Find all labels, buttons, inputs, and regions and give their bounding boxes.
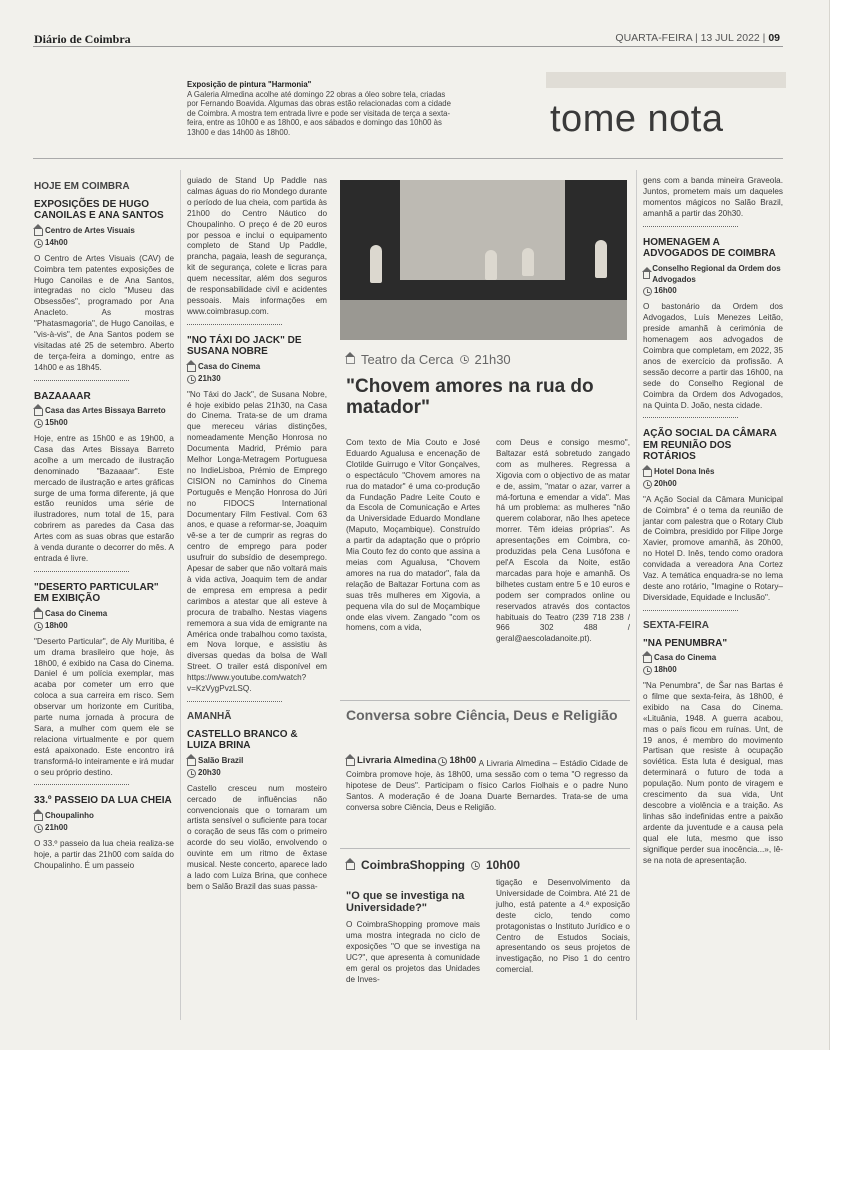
page-number: 09 [768,32,780,44]
venue-icon [187,365,196,372]
photo-figure [370,245,382,283]
divider [643,417,738,418]
event-text: Hoje, entre as 15h00 e as 19h00, a Casa das Artes Bissaya Barreto acolhe a um mercado de ilustração denominado "Bazaaaar". Este mercado de ilustração e artes gráficas surge de uma forma diferente, já que estão reunidos uma série de ilustradores, num total de 15, para cobrirem as paredes da Casa das Artes com as suas obras que estarão à venda durante o decorrer do mês. A entrada é livre. [34,434,174,563]
masthead-date: QUARTA-FEIRA | 13 JUL 2022 | [615,32,766,44]
section-heading: SEXTA-FEIRA [643,619,709,631]
intro-title: Exposição de pintura "Harmonia" [187,80,312,89]
event-time: 18h00 [45,620,68,630]
divider [187,324,282,325]
clock-icon [34,622,43,631]
section-heading: AMANHÃ [187,710,232,722]
event-heading: 33.º PASSEIO DA LUA CHEIA [34,795,172,807]
event-item [643,428,783,603]
intro-box [187,80,457,138]
clock-icon [187,769,196,778]
event-time: 20h00 [654,478,677,488]
feature-venue: Teatro da Cerca [361,352,454,367]
event-heading: "NO TÁXI DO JACK" DE SUSANA NOBRE [187,334,302,358]
event-text: "A Ação Social da Câmara Municipal de Coimbra" é o tema da reunião de jantar com palestra que o Rotary Club de Coimbra, presidido por Filipe Jorge Xavier, promove amanhã, às 20h00, no Hotel D. Inês, tendo como oradora convidada a vereadora Ana Cortez Vaz. A temática enquadra-se no lema deste ano rotário, "Imagine o Rotary–Diversidade, Equidade e Inclusão". [643,494,783,602]
divider [643,226,738,227]
event-time: 18h00 [654,665,677,675]
event-item [34,199,174,374]
column-rule [636,170,637,1020]
venue-icon [34,814,43,821]
event-heading: EXPOSIÇÕES DE HUGO CANOILAS E ANA SANTOS [34,198,164,222]
photo-figure [522,248,534,276]
shopping-time: 10h00 [486,858,521,872]
venue-icon [346,357,355,364]
event-time: 20h30 [198,767,221,777]
column-rule [180,170,181,1020]
venue-icon [643,470,652,477]
feature-title: "Chovem amores na rua do matador" [346,376,594,418]
event-item [34,391,174,565]
event-text: Castello cresceu num mosteiro cercado de influências não convencionais que o tornaram um artista sensível o suficiente para tocar o coração de seus fãs com o primeiro acorde do seu violão, envolvendo o ouvinte em um ritmo de êxtase musical. Neste concerto, aparece lado a lado com Luiza Brina, que conhece bem o Salão Brazil das suas passa- [187,783,327,891]
masthead-rule [33,46,783,47]
divider [187,701,282,702]
intro-text: A Galeria Almedina acolhe até domingo 22 obras a óleo sobre tela, criadas por Fernando Boavida. Algumas das obras estão relacionadas com a cidade de Coimbra. A mostra tem entrada livre e pode ser visitada de terça a sexta-feira, entre as 10h00 e as 18h00, e aos sábados e domingo das 10h00 às 13h00 e das 14h00 às 18h00. [187,89,451,137]
column-2 [187,176,327,897]
venue-icon [187,759,196,766]
photo-stage [340,300,627,340]
shopping-text-col-2: tigação e Desenvolvimento da Universidade de Coimbra. Até 21 de julho, está patente a 4.ª exposição deste ciclo, tendo como protagonistas o Instituto Jurídico e o Centro de Estudos Sociais, apresentando os seus projetos de investigação, no Piso 1 do centro comercial. [496,878,630,975]
shopping-text-col-1: O CoimbraShopping promove mais uma mostra integrada no ciclo de exposições "O que se investiga na UC?", que apresenta à comunidade em geral os projetos das Unidades de Inves- [346,920,480,984]
masthead-brand: Diário de Coimbra [34,32,131,46]
event-text: "Deserto Particular", de Aly Muritiba, é um drama brasileiro que hoje, às 18h00, é exibido na Casa do Cinema. Daniel é um polícia exemplar, mas acaba por cometer um erro que coloca a sua carreira em risco. Sem observar um horizonte em Curitiba, parte numa jornada à procura de Sara, a mulher com quem ele se relaciona virtualmente e por quem está apaixonado. Este encontro irá transformá-lo inteiramente e irá mudar o seu próprio destino. [34,636,174,777]
event-venue: Casa do Cinema [654,653,717,663]
event-item [34,582,174,779]
event-venue: Salão Brazil [198,755,244,765]
event-text: "Na Penumbra", de Šar nas Bartas é o filme que sexta-feira, às 18h00, é exibido na Casa do Cinema. «Lituânia, 1948. A guerra acabou, mas o país ficou em ruínas. Unt, de 19 anos, é membro do movimento Partisan que resiste à ocupação soviética. Esta luta é desigual, mas determinará o futuro de toda a população. Num ponto de viragem e crescimento da sua vida, Unt descobre a violência e a traição. As linhas são indefinidas entre a paixão ardente da juventude e a causa pela qual ele luta, mesmo que isso signifique perder sua inocência...», lê-se na nota de apresentação. [643,681,783,865]
event-heading: AÇÃO SOCIAL DA CÂMARA EM REUNIÃO DOS ROTÁRIOS [643,428,777,463]
conversa-block [346,756,628,813]
event-text: O Centro de Artes Visuais (CAV) de Coimbra tem patentes exposições de Hugo Canoilas e de Ana Santos, integradas no ciclo "Museu das Obsessões", programado por Ana Anacleto. As mostras "Phatasmagoria", de Hugo Canoilas, e "vis-à-vis", de Ana Santos podem se visitadas até 25 de setembro. Aberto de terça-feira a domingo, entre as 14h00 e as 18h45. [34,253,174,372]
divider [34,380,129,381]
section-heading: HOJE EM COIMBRA [34,181,130,192]
photo-backdrop [400,180,565,280]
clock-icon [34,419,43,428]
column-1 [34,176,174,876]
event-time: 21h30 [198,373,221,383]
clock-icon [34,239,43,248]
divider [34,571,129,572]
event-item [643,638,783,867]
divider [643,610,738,611]
event-heading: CASTELLO BRANCO & LUIZA BRINA [187,728,298,752]
shopping-title: "O que se investiga na Universidade?" [346,890,465,914]
divider [340,700,630,701]
event-time: 15h00 [45,418,68,428]
conversa-text: A Livraria Almedina – Estádio Cidade de Coimbra promove hoje, às 18h00, uma sessão com o tema "O regresso da hipotese de Deus". Participam o físico Carlos Fiolhais e o padre Nuno Santos. A moderação é de Joana Duarte Bernardes. Trata-se de uma conversa sobre Ciência, Deus e Religião. [346,758,628,812]
event-time: 21h00 [45,822,68,832]
clock-icon [460,355,469,364]
photo-figure [595,240,607,278]
shopping-meta [346,858,520,872]
clock-icon [643,480,652,489]
venue-icon [643,272,650,279]
event-text: O 33.º passeio da lua cheia realiza-se hoje, a partir das 21h00 com saída do Choupalinho. É um passeio [34,838,174,870]
venue-icon [34,409,43,416]
event-item [34,795,174,871]
top-rule [33,158,783,159]
event-time: 16h00 [654,286,677,296]
conversa-meta [346,756,476,767]
masthead-dateline [615,32,780,44]
theatre-photo [340,180,627,340]
event-item [643,237,783,412]
event-venue: Choupalinho [45,810,94,820]
section-banner-bar [546,72,786,88]
clock-icon [187,375,196,384]
divider [340,848,630,849]
clock-icon [34,824,43,833]
event-venue: Conselho Regional da Ordem dos Advogados [652,263,781,284]
venue-icon [346,863,355,870]
event-text: "No Táxi do Jack", de Susana Nobre, é hoje exibido pelas 21h30, na Casa do Cinema. Trata-se de um drama que mereceu várias distinções, nomeadamente Menção Honrosa no Documenta Madrid, Prémio para Melhor Longa-Metragem Portuguesa no IndieLisboa, Prémio de Emprego CISION no Caminhos do Cinema Português e Menção Honrosa do Júri no FIDOCS International Documentary Film Festival. Com 63 anos, e quase a reformar-se, Joaquim vê-se a ter de cumprir as regras do centro de emprego para poder usufruir do subsídio de desemprego. Apesar de saber que não voltará mais à vida activa, Joaquim tem de andar de empresa em empresa a pedir carimbos a atestar que ali esteve à procura de trabalho. Nestas viagens rememora a sua vida de emigrante na América onde trabalhou como taxista, em Nova Iorque, e assistiu às diversas quedas da bolsa de Wall Street. O trailer está disponível em https://www.youtube.com/watch?v=KzVygPvzLSQ. [187,389,327,694]
event-venue: Casa do Cinema [45,608,108,618]
divider [34,784,129,785]
event-heading: HOMENAGEM A ADVOGADOS DE COIMBRA [643,236,776,260]
conversa-venue: Livraria Almedina [357,755,437,766]
event-time: 14h00 [45,237,68,247]
event-item [187,335,327,695]
column-4 [643,176,783,870]
feature-meta [346,352,511,367]
conversa-title: Conversa sobre Ciência, Deus e Religião [346,707,618,723]
event-heading: "NA PENUMBRA" [643,637,728,649]
event-heading: BAZAAAAR [34,390,91,402]
venue-icon [346,759,355,766]
event-heading: "DESERTO PARTICULAR" EM EXIBIÇÃO [34,581,159,605]
shopping-venue: CoimbraShopping [361,858,465,872]
venue-icon [643,656,652,663]
photo-figure [485,250,497,280]
continued-text: gens com a banda mineira Graveola. Juntos, prometem mais um daqueles momentos mágicos no Salão Brazil, amanhã a partir das 20h30. [643,176,783,218]
event-venue: Casa do Cinema [198,361,261,371]
continued-text: guiado de Stand Up Paddle nas calmas águas do rio Mondego durante o período de lua cheia, com partida às 21h00 do Centro Náutico do Choupalinho. O preço é de 20 euros por pessoa e inclui o equipamento completo de Stand Up Paddle, prancha, pagaia, leash de segurança, kit de segurança, colete e licras para quem necessitar, além dos seguros de responsabilidade civil e acidentes pessoais. Mais informações em www.coimbrasup.com. [187,176,327,316]
feature-text-col-2: com Deus e consigo mesmo", Baltazar está sobretudo zangado com as mulheres. Regressa a Xigovia com o objectivo de as matar e de, assim, "matar o azar, varrer a má-fortuna e emendar a vida". Mas há um problema: as mulheres "não querem colaborar, não lhes apetece morrer. Têm ideias próprias". As apresentações em Coimbra, co-produzidas pela Cena Lusófona e pel'A Escola da Noite, estão marcadas para hoje e amanhã. Os bilhetes custam entre 5 e 10 euros e podem ser comprados online ou reservados através dos contactos habituais do Teatro (239 718 238 / 966 302 488 / geral@aescoladanoite.pt). [496,438,630,644]
venue-icon [34,612,43,619]
clock-icon [438,757,447,766]
feature-text-col-1: Com texto de Mia Couto e José Eduardo Agualusa e encenação de Clotilde Guirrugo e Vítor Gonçalves, o espectáculo "Chovem amores na rua do matador" é uma co-produção da Fundação Padre Leite Couto e da Escola de Comunicação e Artes da Universidade Eduardo Mondlane (Maputo, Moçambique). Construído a partir da adaptação que o próprio Mia Couto fez do conto que assina a meias com Agualusa, "Chovem amores na rua do matador", fala da relação de Baltazar Fortuna com as suas três mulheres em Xigovia, a pequena vila do sul de Moçambique onde elas vivem. Zangado "com os homens, com a vida, [346,438,480,633]
section-title: tome nota [550,98,724,140]
conversa-time: 18h00 [449,755,477,766]
event-item [187,729,327,893]
event-venue: Casa das Artes Bissaya Barreto [45,406,166,416]
clock-icon [643,287,652,296]
feature-time: 21h30 [474,352,511,367]
event-venue: Hotel Dona Inês [654,466,715,476]
event-text: O bastonário da Ordem dos Advogados, Luís Menezes Leitão, preside amanhã à cerimónia de homenagem aos advogados de Coimbra que completam, em 2022, 35 anos de exercício da profissão. A sessão decorre a partir das 16h00, na sede do Conselho Regional de Coimbra da Ordem dos Advogados, na Quinta D. João, nesta cidade. [643,302,783,410]
clock-icon [643,666,652,675]
clock-icon [471,861,480,870]
event-venue: Centro de Artes Visuais [45,225,135,235]
venue-icon [34,229,43,236]
